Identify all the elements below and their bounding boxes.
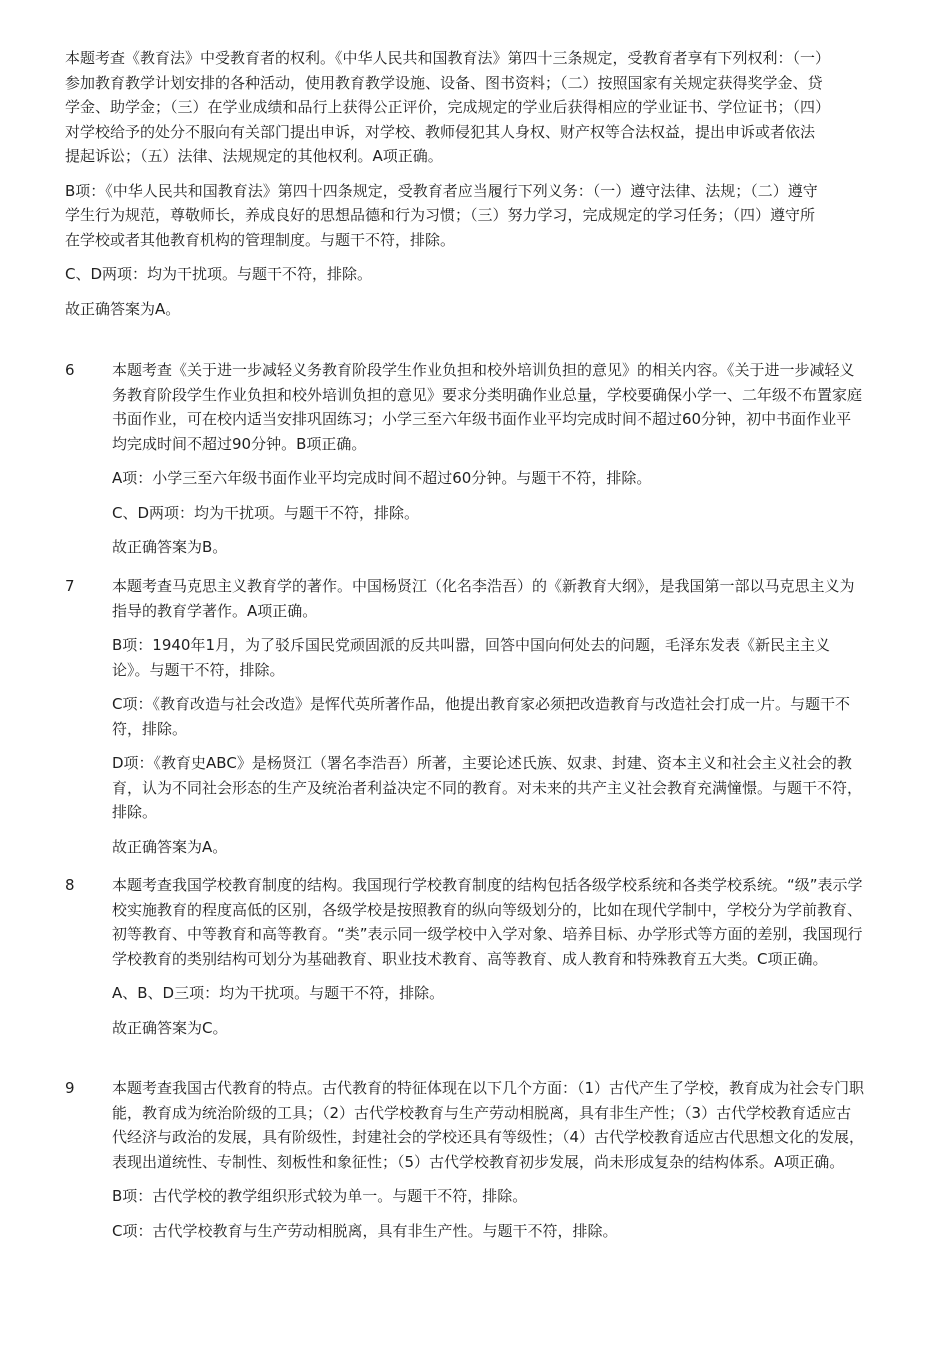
correct-answer: 故正确答案为C。 <box>112 1018 228 1037</box>
question-number: 9 <box>65 1079 75 1097</box>
correct-answer: 故正确答案为A。 <box>65 299 181 318</box>
correct-answer: 故正确答案为B。 <box>112 538 228 556</box>
question-6 <box>65 358 865 570</box>
option-abd-explanation: A、B、D三项：均为干扰项。与题干不符，排除。 <box>112 984 445 1002</box>
question-8 <box>65 873 865 1050</box>
correct-answer: 故正确答案为A。 <box>112 837 228 856</box>
explanation-paragraph: 本题考查《关于进一步减轻义务教育阶段学生作业负担和校外培训负担的意见》的相关内容。《关于进一步减轻义务教育阶段学生作业负担和校外培训负担的意见》要求分类明确作业总量，学校要确保小学一、二年级不布置家庭书面作业，可在校内适当安排巩固练习；小学三至六年级书面作业平均完成时间不超过60分钟，初中书面作业平均完成时间不超过90分钟。B项正确。 <box>112 361 863 453</box>
option-b-explanation: B项：古代学校的教学组织形式较为单一。与题干不符，排除。 <box>112 1187 528 1205</box>
question-9 <box>65 1076 865 1253</box>
option-c-explanation: C项：《教育改造与社会改造》是恽代英所著作品，他提出教育家必须把改造教育与改造社会打成一片。与题干不符，排除。 <box>112 695 850 738</box>
option-b-explanation: B项：1940年1月，为了驳斥国民党顽固派的反共叫嚣，回答中国向何处去的问题，毛泽东发表《新民主主义论》。与题干不符，排除。 <box>112 636 831 679</box>
option-b-explanation: B项：《中华人民共和国教育法》第四十四条规定，受教育者应当履行下列义务：（一）遵守法律、法规；（二）遵守学生行为规范，尊敬师长，养成良好的思想品德和行为习惯；（三）努力学习，完成规定的学习任务；（四）遵守所在学校或者其他教育机构的管理制度。与题干不符，排除。 <box>65 181 818 249</box>
option-cd-explanation: C、D两项：均为干扰项。与题干不符，排除。 <box>65 265 373 283</box>
explanation-paragraph: 本题考查《教育法》中受教育者的权利。《中华人民共和国教育法》第四十三条规定，受教育者享有下列权利：（一）参加教育教学计划安排的各种活动，使用教育教学设施、设备、图书资料；（二）按照国家有关规定获得奖学金、贷学金、助学金；（三）在学业成绩和品行上获得公正评价，完成规定的学业后获得相应的学业证书、学位证书；（四）对学校给予的处分不服向有关部门提出申诉，对学校、教师侵犯其人身权、财产权等合法权益，提出申诉或者依法提起诉讼；（五）法律、法规规定的其他权利。A项正确。 <box>65 49 823 165</box>
explanation-paragraph: 本题考查我国古代教育的特点。古代教育的特征体现在以下几个方面：（1）古代产生了学校，教育成为社会专门职能，教育成为统治阶级的工具；（2）古代学校教育与生产劳动相脱离，具有非生产性；（3）古代学校教育适应古代经济与政治的发展，具有阶级性，封建社会的学校还具有等级性；（4）古代学校教育适应古代思想文化的发展，表现出道统性、专制性、刻板性和象征性；（5）古代学校教育初步发展，尚未形成复杂的结构体系。A项正确。 <box>112 1079 865 1171</box>
question-5-continuation <box>65 46 825 331</box>
option-c-explanation: C项：古代学校教育与生产劳动相脱离，具有非生产性。与题干不符，排除。 <box>112 1221 618 1240</box>
explanation-paragraph: 本题考查我国学校教育制度的结构。我国现行学校教育制度的结构包括各级学校系统和各类学校系统。“级”表示学校实施教育的程度高低的区别，各级学校是按照教育的纵向等级划分的，比如在现代学制中，学校分为学前教育、初等教育、中等教育和高等教育。“类”表示同一级学校中入学对象、培养目标、办学形式等方面的差别，我国现行学校教育的类别结构可划分为基础教育、职业技术教育、高等教育、成人教育和特殊教育五大类。C项正确。 <box>112 876 863 968</box>
option-cd-explanation: C、D两项：均为干扰项。与题干不符，排除。 <box>112 503 420 522</box>
question-number: 8 <box>65 876 75 894</box>
question-number: 7 <box>65 577 75 595</box>
explanation-paragraph: 本题考查马克思主义教育学的著作。中国杨贤江（化名李浩吾）的《新教育大纲》，是我国第一部以马克思主义为指导的教育学著作。A项正确。 <box>112 577 855 620</box>
option-a-explanation: A项：小学三至六年级书面作业平均完成时间不超过60分钟。与题干不符，排除。 <box>112 469 652 487</box>
question-number: 6 <box>65 361 75 379</box>
option-d-explanation: D项：《教育史ABC》是杨贤江（署名李浩吾）所著，主要论述氏族、奴隶、封建、资本主义和社会主义社会的教育，认为不同社会形态的生产及统治者利益决定不同的教育。对未来的共产主义社会教育充满憧憬。与题干不符，排除。 <box>112 754 863 821</box>
question-7 <box>65 574 865 869</box>
